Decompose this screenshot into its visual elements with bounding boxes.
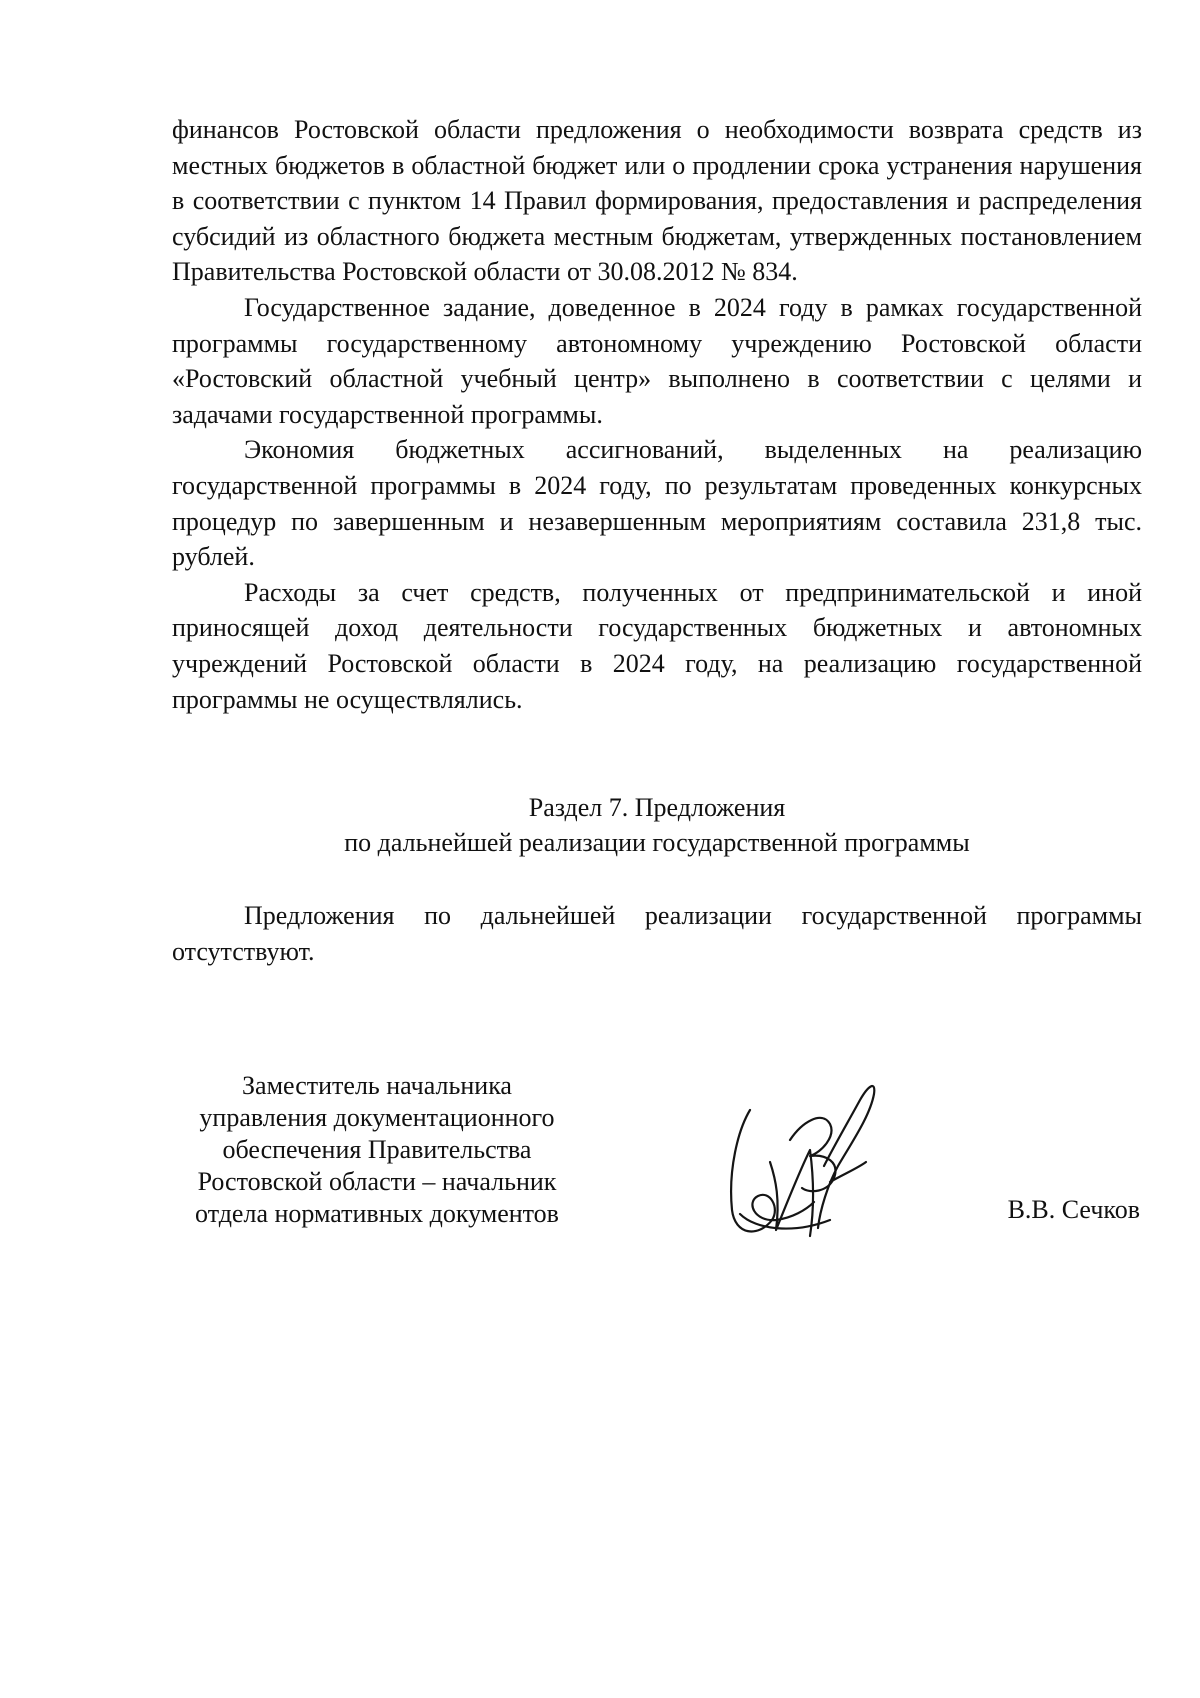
paragraph-3: Экономия бюджетных ассигнований, выделенных на реализацию государственной программы в 2024 году, по результатам проведенных конкурсных процедур по завершенным и незавершенным мероприятиям составила 231,8 тыс. рублей. <box>172 435 1142 572</box>
signer-position-line: отдела нормативных документов <box>195 1199 559 1228</box>
paragraph-2: Государственное задание, доведенное в 2024 году в рамках государственной программы государственному автономному учреждению Ростовской области «Ростовский областной учебный центр» выполнено в соответствии с целями и задачами государственной программы. <box>172 292 1142 429</box>
handwritten-signature <box>710 1070 890 1250</box>
section-heading <box>172 790 1142 860</box>
signer-position-line: управления документационного <box>199 1103 555 1132</box>
closing-paragraph: Предложения по дальнейшей реализации государственной программы отсутствуют. <box>172 901 1142 966</box>
signer-position <box>172 1070 582 1230</box>
signer-name: В.В. Сечков <box>1007 1195 1140 1224</box>
closing-text <box>172 898 1142 969</box>
section-title-line-2: по дальнейшей реализации государственной программы <box>344 828 970 857</box>
signer-position-line: обеспечения Правительства <box>222 1135 532 1164</box>
section-title-line-1: Раздел 7. Предложения <box>528 793 786 822</box>
paragraph-1: финансов Ростовской области предложения о необходимости возврата средств из местных бюджетов в областной бюджет или о продлении срока устранения нарушения в соответствии с пунктом 14 Правил формирования, предоставления и распределения субсидий из областного бюджета местным бюджетам, утвержденных постановлением Правительства Ростовской области от 30.08.2012 № 834. <box>172 115 1142 287</box>
signer-position-line: Заместитель начальника <box>242 1071 512 1100</box>
body-text <box>172 112 1142 717</box>
signer-position-line: Ростовской области – начальник <box>197 1167 557 1196</box>
paragraph-4: Расходы за счет средств, полученных от предпринимательской и иной приносящей доход деятельности государственных бюджетных и автономных учреждений Ростовской области в 2024 году, на реализацию государственной программы не осуществлялись. <box>172 577 1142 714</box>
